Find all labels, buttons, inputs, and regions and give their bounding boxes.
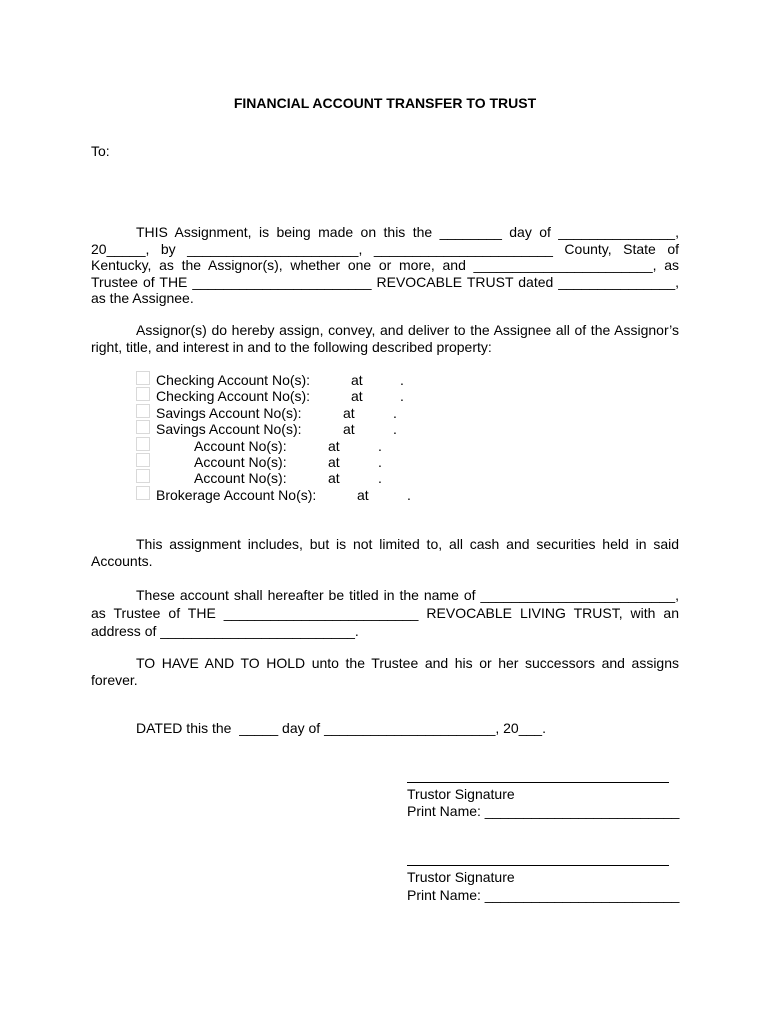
account-end: . [400, 388, 404, 404]
account-label: Checking Account No(s): [156, 388, 311, 404]
document-title: FINANCIAL ACCOUNT TRANSFER TO TRUST [233, 95, 537, 111]
print-name: Print Name: _________________________ [407, 887, 680, 903]
titled-line-3: address of _________________________. [91, 623, 359, 639]
account-at: at [343, 405, 355, 421]
signature-line[interactable] [407, 865, 669, 866]
account-checkbox[interactable] [136, 453, 150, 467]
account-checkbox[interactable] [136, 469, 150, 483]
account-checkbox[interactable] [136, 371, 150, 385]
habendum-line-2: forever. [91, 671, 138, 688]
account-at: at [328, 454, 340, 470]
account-end: . [378, 470, 382, 486]
print-name: Print Name: _________________________ [407, 803, 680, 819]
account-end: . [393, 405, 397, 421]
assign-line-2: right, title, and interest in and to the following described property: [91, 338, 492, 355]
habendum-paragraph [91, 655, 679, 688]
titled-line-2: as Trustee of THE _________________________ REVOCABLE LIVING TRUST, with an [91, 605, 679, 621]
account-label: Account No(s): [194, 454, 287, 470]
dated-line: DATED this the _____ day of ______________________, 20___. [136, 720, 546, 736]
account-end: . [393, 421, 397, 437]
account-checkbox[interactable] [136, 437, 150, 451]
account-at: at [328, 470, 340, 486]
account-checkbox[interactable] [136, 387, 150, 401]
habendum-line-1: TO HAVE AND TO HOLD unto the Trustee and his or her successors and assigns [136, 655, 679, 671]
account-end: . [378, 454, 382, 470]
assignment-line-5: as the Assignee. [91, 290, 194, 306]
account-at: at [343, 421, 355, 437]
includes-line-2: Accounts. [91, 552, 153, 569]
assign-line-1: Assignor(s) do hereby assign, convey, and deliver to the Assignee all of the Assignor’s [136, 322, 679, 338]
account-label: Savings Account No(s): [156, 421, 302, 437]
account-end: . [378, 438, 382, 454]
assignment-line-1: THIS Assignment, is being made on this the ________ day of _______________, [136, 224, 679, 240]
signature-role: Trustor Signature [407, 786, 515, 802]
assignment-line-3: Kentucky, as the Assignor(s), whether one or more, and _______________________, as [91, 257, 679, 273]
account-end: . [407, 487, 411, 503]
account-label: Checking Account No(s): [156, 372, 311, 388]
includes-line-1: This assignment includes, but is not limited to, all cash and securities held in said [136, 536, 679, 552]
account-checkbox[interactable] [136, 420, 150, 434]
titled-paragraph [91, 586, 679, 640]
account-label: Brokerage Account No(s): [156, 487, 317, 503]
includes-paragraph [91, 536, 679, 569]
signature-line[interactable] [407, 782, 669, 783]
account-label: Account No(s): [194, 438, 287, 454]
account-label: Savings Account No(s): [156, 405, 302, 421]
assign-paragraph [91, 322, 679, 355]
account-checkbox[interactable] [136, 404, 150, 418]
account-at: at [328, 438, 340, 454]
account-end: . [400, 372, 404, 388]
account-at: at [357, 487, 369, 503]
titled-line-1: These account shall hereafter be titled in the name of _________________________, [136, 587, 679, 603]
account-label: Account No(s): [194, 470, 287, 486]
assignment-line-4: Trustee of THE _______________________ REVOCABLE TRUST dated _______________, [91, 273, 679, 290]
signature-role: Trustor Signature [407, 869, 515, 885]
account-at: at [351, 372, 363, 388]
assignment-line-2: 20_____, by ______________________, _______________________ County, State of [91, 240, 679, 257]
account-checkbox[interactable] [136, 486, 150, 500]
to-label: To: [91, 143, 110, 159]
account-at: at [351, 388, 363, 404]
assignment-paragraph [91, 224, 679, 307]
